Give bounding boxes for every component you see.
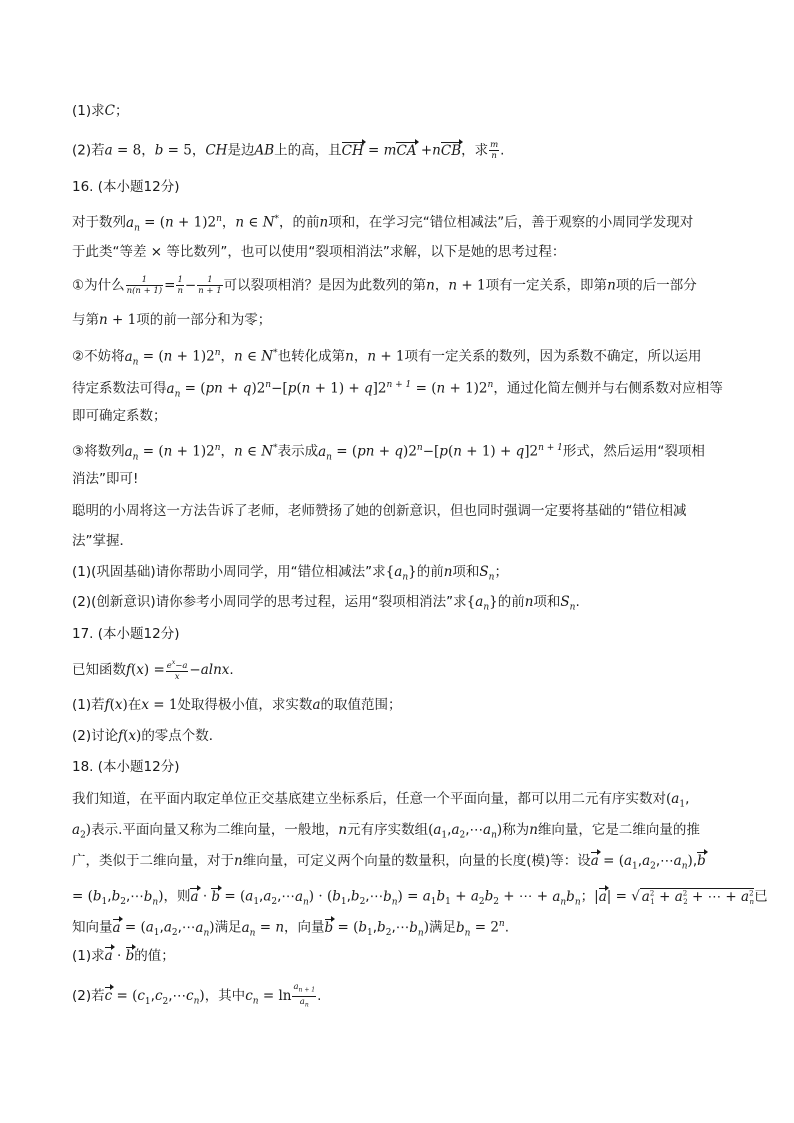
q17-part1: (1)若f(x)在x = 1处取得极小值，求实数a的取值范围； (72, 697, 402, 713)
q16-step2-line1: ②不妨将$a_n = (n + 1)2^n$，n ∈ N*也转化成第n，n + 1项有一定关系的数列，因为系数不确定，所以运用 (72, 348, 702, 368)
q18-line2: $a_2$)表示.平面向量又称为二维向量，一般地，n元有序实数组$(a_1,a_2,\cdots a_n)$称为n维向量，它是二维向量的推 (72, 822, 700, 841)
q18-line5: 知向量$a = (a_1,a_2,\cdots a_n)$满足$a_n = n$，向量$b = (b_1,b_2,\cdots b_n)$满足$b_n = 2^n$. (72, 919, 510, 939)
q16-header: 16. (本小题12分) (72, 179, 180, 195)
q16-step2-line3: 即可确定系数； (72, 408, 167, 424)
q16-comment-line2: 法”掌握． (72, 533, 133, 549)
q18-line3: 广，类似于二维向量，对于n维向量，可定义两个向量的数量积，向量的长度(模)等：设$a = (a_1,a_2,\cdots a_n),b$ (72, 853, 706, 872)
q16-part2: (2)(创新意识)请你参考小周同学的思考过程，运用“裂项相消法”求$\{a_n\}$的前n项和$S_n$. (72, 594, 580, 613)
q16-step1-line1: ①为什么 $\frac{1}{n(n + 1)}$ = $\frac{1}{n}$ − $\frac{1}{n + 1}$ 可以裂项相消？是因为此数列的第n，n + 1项有一定关系，即第n项的后一部分 (72, 275, 697, 296)
q16-intro-line1: 对于数列$a_n = (n + 1)2^n$，n ∈ N*，的前n项和，在学习完“错位相减法”后，善于观察的小周同学发现对 (72, 214, 694, 234)
q18-part2: (2)若$c = (c_1,c_2,\cdots c_n)$，其中$c_n = \ln$ $\frac{a_{n + 1}}{a_n}$ . (72, 982, 322, 1009)
q18-header: 18. (本小题12分) (72, 759, 180, 775)
q17-given: 已知函数f(x) = $\frac{e^x-a}{x}$ −alnx. (72, 659, 234, 682)
q16-step3-line1: ③将数列$a_n = (n + 1)2^n$，n ∈ N*表示成$a_n = (pn + q)2^n-[p(n + 1) + q]2^{n + 1}$形式，然后运用“裂项相 (72, 443, 705, 463)
q16-step3-line2: 消法”即可! (72, 471, 139, 487)
q16-intro-line2: 于此类“等差 × 等比数列”，也可以使用“裂项相消法”求解，以下是她的思考过程： (72, 244, 566, 260)
q18-line1: 我们知道，在平面内取定单位正交基底建立坐标系后，任意一个平面向量，都可以用二元有序实数对($a_1$, (72, 791, 690, 810)
part-number: (1) (72, 103, 92, 119)
q16-comment-line1: 聪明的小周将这一方法告诉了老师，老师赞扬了她的创新意识，但也同时强调一定要将基础的“错位相减 (72, 503, 687, 519)
q18-part1: (1)求a · b的值； (72, 948, 175, 964)
q17-part2: (2)讨论f(x)的零点个数． (72, 728, 223, 744)
q16-step2-line2: 待定系数法可得$a_n = (pn + q)2^n-[p(n + 1) + q]2^{n + 1} = (n + 1)2^n$，通过化简左侧并与右侧系数对应相等 (72, 380, 723, 400)
q15-part1: (1)求C； (72, 103, 129, 119)
q18-line4: = $(b_1,b_2,\cdots b_n)$，则$a \cdot b = (a_1,a_2,\cdots a_n)$ · $(b_1,b_2,\cdots b_n) = a_1b_1 + a_2b_2$ + ⋯ + $a_nb_n$；|a| = √ $a^2_1 + a^2_2$ + ⋯ + $a^2_n$已 (72, 888, 768, 908)
q16-step1-line2: 与第n + 1项的前一部分和为零； (72, 312, 272, 328)
q17-header: 17. (本小题12分) (72, 626, 180, 642)
q16-part1: (1)(巩固基础)请你帮助小周同学，用“错位相减法”求$\{a_n\}$的前n项和$S_n$； (72, 564, 508, 583)
q15-part2: (2)若a = 8，b = 5，CH是边AB上的高，且CH = mCA +nCB，求 $\frac{m}{n}$ . (72, 140, 505, 161)
